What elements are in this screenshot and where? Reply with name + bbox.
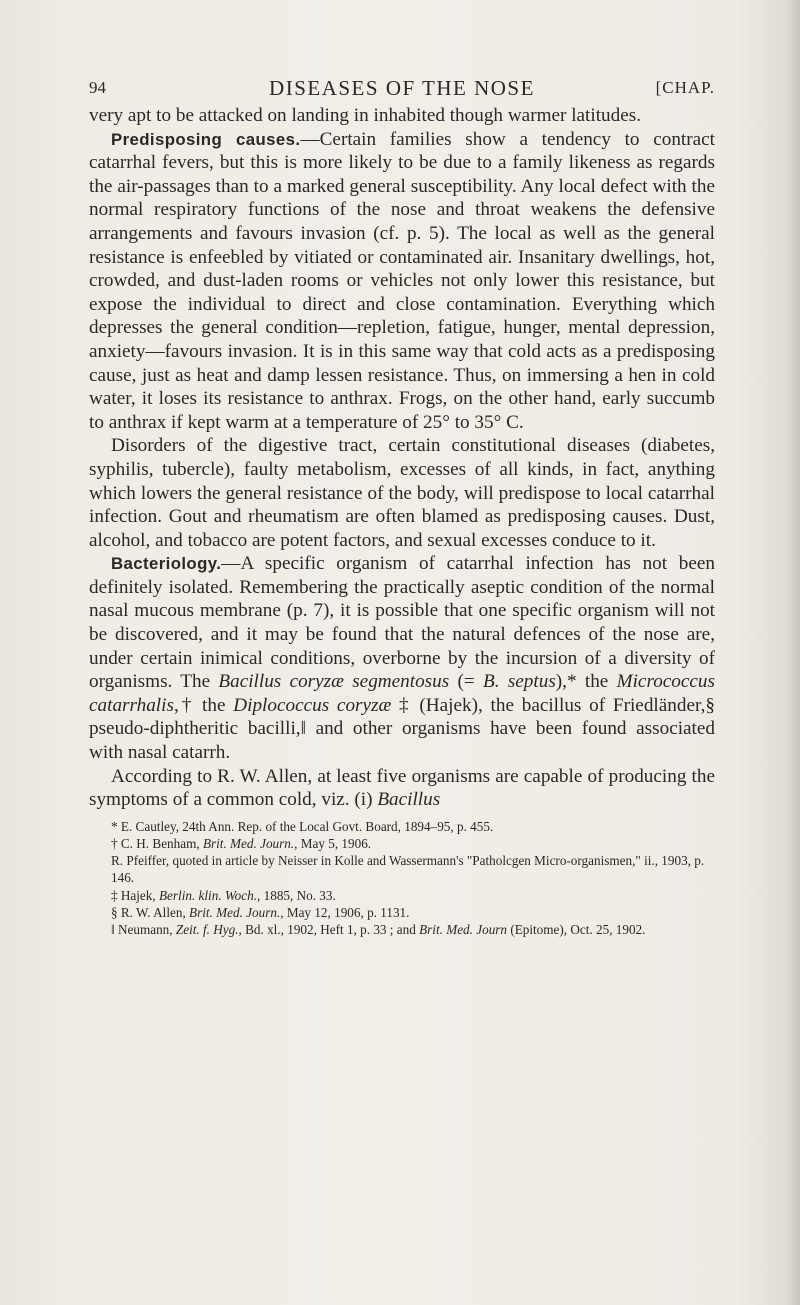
footnote — [89, 921, 715, 938]
footnote: * E. Cautley, 24th Ann. Rep. of the Local Govt. Board, 1894–95, p. 455. — [111, 818, 494, 834]
paragraph-text: —A specific organism of catarrhal infection has not been definitely isolated. Remembering the practically aseptic condition of the normal nasal mucous membrane (p. 7), it is possible that one specific organism will not be discovered, and it may be found that the natural defences of the nose are, under certain inimical conditions, overborne by the incursion of a diversity of organisms. The — [89, 553, 715, 693]
footnote — [89, 887, 715, 904]
footnote-text: (Epitome), Oct. 25, 1902. — [507, 922, 646, 938]
paragraph-text: —Certain families show a tendency to contract catarrhal fevers, but this is more likely to be due to a family likeness as regards the air-passages than to a marked general susceptibility. Any local defect with the normal respiratory functions of the nose and throat weakens the defensive arrangements and favours invasion (cf. p. 5). The local as well as the general resistance is enfeebled by vitiated or contaminated air. Insanitary dwellings, hot, crowded, and dust-laden rooms or vehicles not only lower this resistance, but expose the individual to direct and close contamination. Everything which depresses the general condition—repletion, fatigue, hunger, mental depression, anxiety—favours invasion. It is in this same way that cold acts as a predisposing cause, just as heat and damp lessen resistance. Thus, on immersing a hen in cold water, it loses its resistance to anthrax. Frogs, on the other hand, early succumb to anthrax if kept warm at a temperature of 25° to 35° C. — [89, 128, 716, 433]
footnote: R. Pfeiffer, quoted in article by Neisser in Kolle and Wassermann's "Patholcgen Micro-organismen," ii., 1903, p. 146. — [111, 853, 705, 886]
paragraph-text: ),* the — [555, 671, 617, 693]
main-text — [89, 104, 715, 938]
chapter-marker: [CHAP. — [655, 78, 715, 97]
journal-name: Berlin. klin. Woch. — [158, 887, 258, 903]
species-name: Bacillus coryzæ segmentosus — [218, 671, 450, 693]
paragraph-predisposing-causes — [89, 128, 715, 435]
species-name: B. septus — [483, 671, 556, 693]
species-name: Micrococcus catarrhalis — [89, 671, 715, 716]
paragraph-text: According to R. W. Allen, at least five organisms are capable of producing the symptoms of a common cold, viz. (i) — [89, 765, 715, 811]
journal-name: Zeit. f. Hyg. — [175, 922, 239, 938]
footnote-text: , 1885, No. 33. — [257, 887, 336, 903]
journal-name: Brit. Med. Journ. — [202, 836, 295, 852]
footnote-text: ‖ Neumann, — [111, 922, 176, 938]
page-number: 94 — [89, 78, 106, 97]
section-heading-bacteriology: Bacteriology. — [111, 554, 222, 574]
paragraph-text: ,† the — [173, 694, 234, 716]
paragraph-continuation: very apt to be attacked on landing in inhabited though warmer latitudes. — [89, 105, 642, 126]
journal-name: Brit. Med. Journ — [419, 922, 508, 938]
species-name: Bacillus — [377, 789, 441, 811]
section-heading-predisposing: Predisposing causes. — [111, 129, 301, 149]
footnote — [89, 904, 715, 921]
paragraph-disorders: Disorders of the digestive tract, certain constitutional diseases (diabetes, syphilis, tubercle), faulty metabolism, excesses of all kinds, in fact, anything which lowers the general resistance of the body, will predispose to local catarrhal infection. Gout and rheumatism are often blamed as predisposing causes. Dust, alcohol, and tobacco are potent factors, and sexual excesses conduce to it. — [89, 435, 715, 551]
footnote-text: § R. W. Allen, — [111, 904, 190, 920]
page-edge-shadow — [786, 0, 800, 1305]
journal-name: Brit. Med. Journ. — [189, 904, 281, 920]
paragraph-bacteriology — [89, 552, 715, 764]
footnote — [89, 835, 715, 852]
paragraph-allen — [89, 765, 715, 812]
footnote-text: , Bd. xl., 1902, Heft 1, p. 33 ; and — [238, 922, 420, 938]
running-header — [89, 78, 715, 106]
footnotes — [89, 818, 715, 938]
footnote-text: ‡ Hajek, — [111, 887, 159, 903]
footnote-text: , May 12, 1906, p. 1131. — [280, 904, 410, 920]
running-title: DISEASES OF THE NOSE — [269, 76, 535, 100]
footnote-text: † C. H. Benham, — [111, 836, 203, 852]
paragraph-text: (= — [449, 671, 484, 693]
paragraph-text: ‡ (Hajek), the bacillus of Friedländer,§ pseudo-diphtheritic bacilli,‖ and other organisms have been found associated with nasal catarrh. — [89, 694, 715, 764]
species-name: Diplococcus coryzæ — [233, 694, 392, 716]
footnote-text: , May 5, 1906. — [294, 836, 372, 852]
